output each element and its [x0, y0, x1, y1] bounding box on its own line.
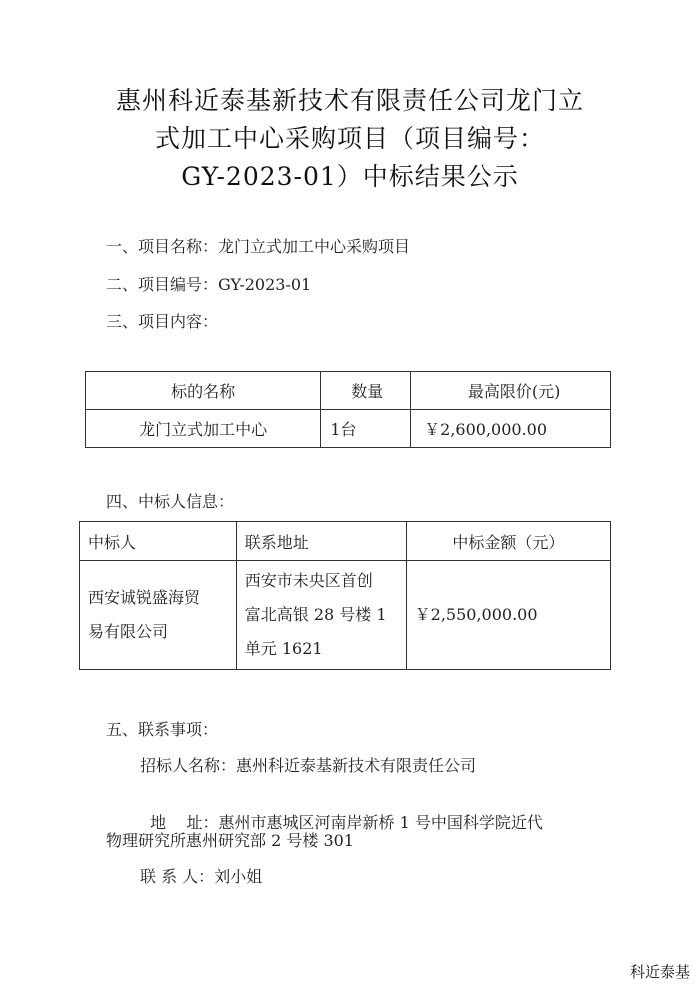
section-project-name-value: 龙门立式加工中心采购项目: [218, 237, 411, 256]
winner-table: [79, 521, 611, 670]
section-project-content: [106, 309, 218, 332]
table-cell-item: 龙门立式加工中心: [86, 410, 321, 448]
contact-address-line-2: 物理研究所惠州研究部 2 号楼 301: [106, 831, 354, 850]
contact-address: [140, 791, 543, 833]
winner-line: 易有限公司: [88, 622, 169, 641]
table-cell-winner: [80, 561, 237, 670]
table-cell-max-price: ￥2,600,000.00: [411, 410, 611, 448]
table-cell-address: [236, 561, 406, 670]
contact-address-line-1: 惠州市惠城区河南岸新桥 1 号中国科学院近代: [218, 813, 543, 832]
title-line-3: GY-2023-01）中标结果公示: [181, 162, 519, 191]
address-line: 富北高银 28 号楼 1: [244, 605, 387, 624]
table-cell-amount: ￥2,550,000.00: [406, 561, 610, 670]
table-row: [80, 561, 611, 670]
table-header-row: [86, 372, 611, 410]
contact-address-label: 地 址：: [150, 813, 219, 832]
winner-line: 西安诚锐盛海贸: [88, 588, 201, 607]
title-line-1: 惠州科近泰基新技术有限责任公司龙门立: [115, 86, 584, 115]
contact-person-value: 刘小姐: [214, 867, 263, 886]
section-contact: [106, 717, 218, 740]
table-header-cell: 数量: [321, 372, 411, 410]
section-project-name-label: 一、项目名称：: [106, 237, 219, 256]
address-line: 单元 1621: [244, 639, 323, 658]
section-winner-info-label: 四、中标人信息：: [106, 492, 235, 511]
section-project-number: [106, 272, 311, 295]
address-line: 西安市未央区首创: [244, 571, 373, 590]
table-header-row: [80, 522, 611, 561]
section-winner-info: [106, 489, 234, 512]
section-project-content-label: 三、项目内容：: [106, 312, 219, 331]
table-cell-quantity: 1台: [321, 410, 411, 448]
project-content-table: [85, 371, 611, 448]
table-header-cell: 中标人: [80, 522, 237, 561]
watermark-text: 科近泰基: [629, 963, 690, 981]
table-row: [86, 410, 611, 448]
section-project-number-value: GY-2023-01: [218, 275, 312, 294]
section-contact-label: 五、联系事项：: [106, 720, 219, 739]
contact-tenderer-label: 招标人名称：: [140, 756, 237, 775]
section-project-name: [106, 234, 410, 257]
contact-person: [140, 864, 262, 887]
table-header-cell: 中标金额（元）: [406, 522, 610, 561]
contact-person-label: 联 系 人：: [140, 867, 215, 886]
title-line-2: 式加工中心采购项目（项目编号：: [154, 124, 545, 153]
contact-tenderer: [140, 753, 476, 776]
section-project-number-label: 二、项目编号：: [106, 275, 219, 294]
table-header-cell: 标的名称: [86, 372, 321, 410]
contact-tenderer-value: 惠州科近泰基新技术有限责任公司: [236, 756, 477, 775]
table-header-cell: 联系地址: [236, 522, 406, 561]
contact-address-continued: [106, 828, 354, 851]
document-title: [60, 82, 640, 196]
table-header-cell: 最高限价(元): [411, 372, 611, 410]
